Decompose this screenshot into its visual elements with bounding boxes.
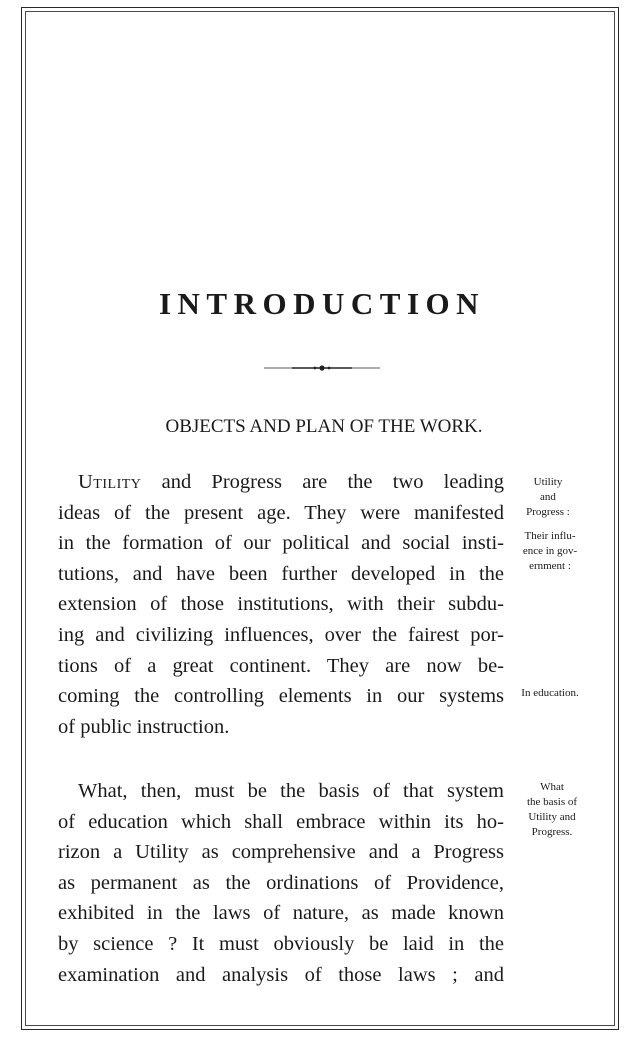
text-line: Utility and Progress are the two leading — [78, 471, 504, 493]
side-note-utility-progress: Utility and Progress : — [526, 476, 570, 518]
lead-word: Utility — [78, 471, 142, 493]
text-line: coming the controlling elements in our systems — [58, 685, 504, 708]
side-note-government: Their influ- ence in gov- ernment : — [522, 530, 578, 572]
text-line: examination and analysis of those laws ; and — [58, 963, 504, 986]
text-line: ing and civilizing influences, over the fairest por- — [58, 623, 504, 646]
page-title: INTRODUCTION — [158, 286, 486, 321]
text-line: as permanent as the ordinations of Providence, — [58, 871, 504, 894]
text-line: by science ? It must obviously be laid in the — [58, 932, 504, 955]
side-note-basis: What the basis of Utility and Progress. — [526, 781, 578, 838]
text-line: ideas of the present age. They were manifested — [58, 501, 504, 524]
text-line: tions of a great continent. They are now be- — [58, 654, 504, 677]
text-line: tutions, and have been further developed in the — [58, 562, 504, 585]
section-heading: OBJECTS AND PLAN OF THE WORK. — [165, 416, 483, 437]
text-line: rizon a Utility as comprehensive and a Progress — [58, 841, 504, 864]
paragraph-basis-of-education — [58, 776, 504, 990]
paragraph-utility-progress — [58, 467, 504, 742]
text-line: exhibited in the laws of nature, as made known — [58, 902, 504, 925]
side-note-education: In education. — [521, 687, 579, 699]
text-line: extension of those institutions, with their subdu- — [58, 593, 504, 616]
text-line: of education which shall embrace within its ho- — [58, 810, 504, 833]
text-line: in the formation of our political and social insti- — [58, 532, 504, 555]
ornament-divider-icon — [262, 362, 382, 374]
text-line: of public instruction. — [58, 715, 230, 738]
text-line: What, then, must be the basis of that system — [78, 780, 504, 802]
